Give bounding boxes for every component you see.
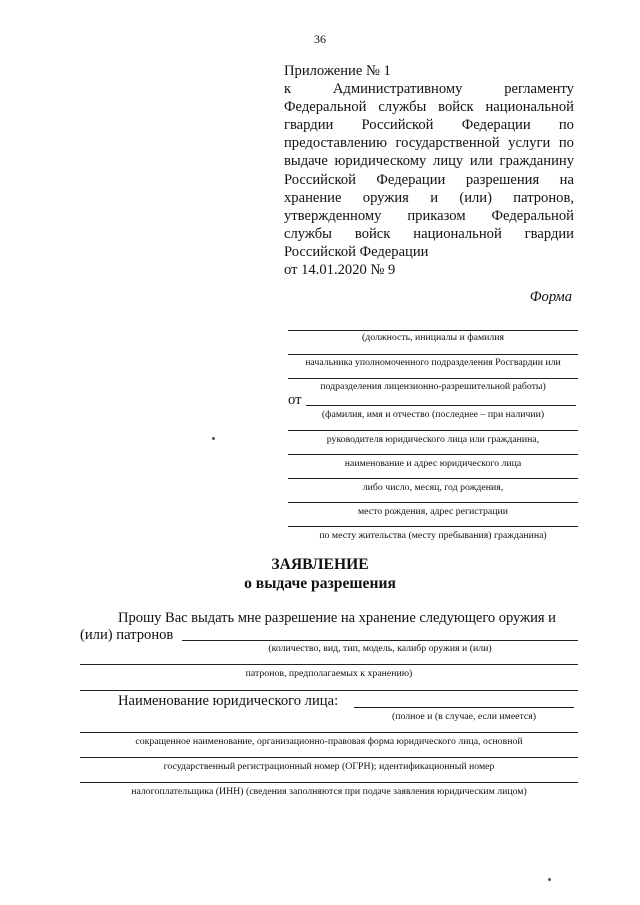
from-label: от (288, 392, 302, 408)
appendix-word: Федеральной (284, 99, 367, 116)
weapons-caption: (количество, вид, тип, модель, калибр оружия и (или) (268, 643, 492, 654)
appendix-line (284, 207, 574, 225)
appendix-word: Федерации (461, 117, 531, 134)
appendix-line (284, 261, 574, 279)
appendix-word: юридическому (334, 153, 427, 170)
appendix-word: гвардии (524, 225, 574, 242)
appendix-word: национальной (485, 99, 574, 116)
addressee-line[interactable] (288, 526, 578, 527)
appendix-word: от 14.01.2020 № 9 (284, 262, 396, 279)
addressee-line[interactable] (288, 330, 578, 331)
appendix-word: к (284, 81, 292, 98)
legal-entity-label: Наименование юридического лица: (118, 693, 339, 709)
weapons-input-line-2[interactable] (80, 664, 578, 665)
addressee-line[interactable] (288, 478, 578, 479)
appendix-word: регламенту (504, 81, 574, 98)
page-number: 36 (314, 32, 326, 46)
document-subtitle: о выдаче разрешения (244, 575, 396, 592)
appendix-word: выдаче (284, 153, 328, 170)
appendix-word: национальной (413, 225, 502, 242)
appendix-line (284, 80, 574, 98)
addressee-caption: (должность, инициалы и фамилия (361, 332, 505, 343)
appendix-word: предоставлению (284, 135, 387, 152)
addressee-caption: (фамилия, имя и отчество (последнее – при наличии) (321, 409, 545, 420)
addressee-caption: подразделения лицензионно-разрешительной работы) (320, 381, 546, 392)
request-line-1: Прошу Вас выдать мне разрешение на хранение следующего оружия и (118, 610, 556, 626)
weapons-input-line[interactable] (182, 640, 578, 641)
appendix-word: войск (438, 99, 474, 116)
addressee-caption: по месту жительства (месту пребывания) гражданина) (319, 530, 547, 541)
appendix-word: услуги (508, 135, 551, 152)
addressee-caption: наименование и адрес юридического лица (344, 458, 522, 469)
legal-entity-caption-1: (полное и (в случае, если имеется) (391, 711, 537, 722)
appendix-word: государственной (395, 135, 500, 152)
appendix-line (284, 225, 574, 243)
legal-entity-caption-4: налогоплательщика (ИНН) (сведения заполняются при подаче заявления юридическим лицом) (131, 786, 527, 797)
addressee-caption: начальника уполномоченного подразделения Росгвардии или (305, 357, 561, 368)
appendix-word: приказом (407, 207, 466, 224)
legal-entity-line-3[interactable] (80, 757, 578, 758)
appendix-line (284, 116, 574, 134)
appendix-line (284, 189, 574, 207)
weapons-input-line-3[interactable] (80, 690, 578, 691)
addressee-line[interactable] (288, 454, 578, 455)
appendix-word: Федерации (376, 171, 446, 188)
addressee-caption: место рождения, адрес регистрации (357, 506, 509, 517)
appendix-word: гражданину (499, 153, 574, 170)
appendix-word: патронов, (513, 189, 574, 206)
appendix-word: Федеральной (491, 207, 574, 224)
appendix-line (284, 98, 574, 116)
appendix-word: лицу (433, 153, 464, 170)
appendix-word: службы (284, 225, 332, 242)
appendix-word: Российской Федерации (284, 243, 429, 260)
appendix-word: или (469, 153, 493, 170)
appendix-word: утвержденному (284, 207, 382, 224)
addressee-caption: либо число, месяц, год рождения, (362, 482, 504, 493)
document-title: ЗАЯВЛЕНИЕ (271, 556, 369, 573)
appendix-word: и (430, 189, 439, 206)
addressee-line[interactable] (288, 430, 578, 431)
appendix-word: службы (378, 99, 427, 116)
appendix-line (284, 62, 574, 80)
appendix-word: гвардии (284, 117, 334, 134)
appendix-word: Российской (284, 171, 356, 188)
weapons-caption-2: патронов, предполагаемых к хранению) (245, 668, 413, 679)
legal-entity-line-2[interactable] (80, 732, 578, 733)
appendix-word: хранение (284, 189, 342, 206)
addressee-caption: руководителя юридического лица или гражданина, (326, 434, 540, 445)
legal-entity-input-line[interactable] (354, 707, 574, 708)
appendix-word: войск (354, 225, 391, 242)
scan-speck (548, 878, 551, 881)
appendix-word: Приложение № 1 (284, 63, 391, 79)
addressee-line[interactable] (288, 354, 578, 355)
legal-entity-line-4[interactable] (80, 782, 578, 783)
form-label: Форма (529, 289, 572, 305)
scan-speck (212, 437, 215, 440)
appendix-header (284, 62, 574, 279)
appendix-word: Административному (332, 81, 463, 98)
appendix-word: на (559, 171, 574, 188)
legal-entity-caption-2: сокращенное наименование, организационно-правовая форма юридического лица, основной (135, 736, 523, 747)
appendix-word: Российской (361, 117, 434, 134)
request-line-2: (или) патронов (80, 627, 174, 643)
appendix-word: оружия (362, 189, 409, 206)
appendix-line (284, 134, 574, 152)
appendix-word: по (558, 117, 574, 134)
appendix-word: по (558, 135, 574, 152)
from-line[interactable] (306, 405, 576, 406)
appendix-line (284, 171, 574, 189)
appendix-line (284, 152, 574, 170)
addressee-line[interactable] (288, 378, 578, 379)
appendix-line (284, 243, 574, 261)
addressee-line[interactable] (288, 502, 578, 503)
appendix-word: разрешения (465, 171, 540, 188)
appendix-word: (или) (459, 189, 492, 206)
legal-entity-caption-3: государственный регистрационный номер (ОГРН); идентификационный номер (163, 761, 495, 772)
